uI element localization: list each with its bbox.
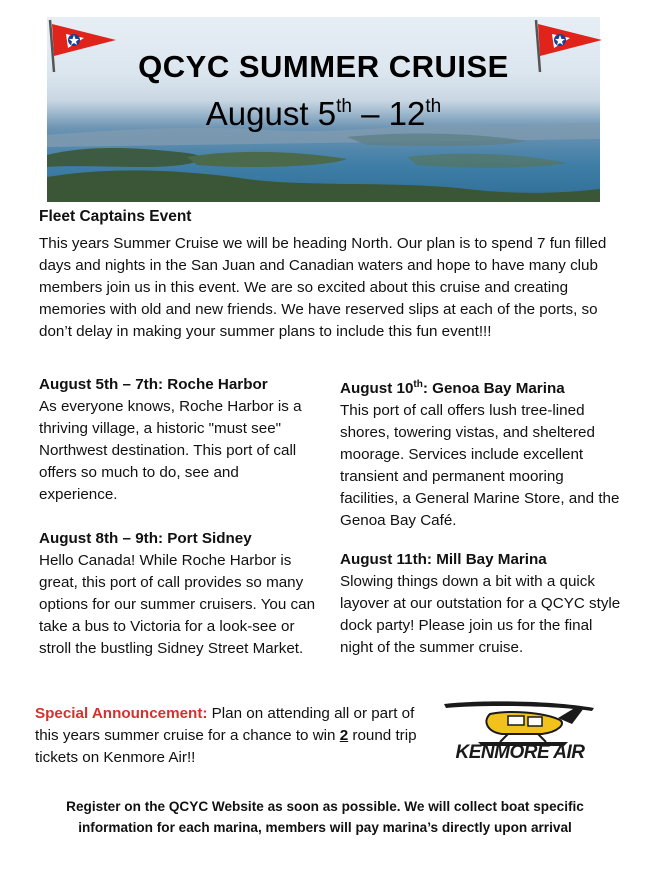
stop-heading: August 5th – 7th: Roche Harbor (39, 376, 268, 393)
section-title: Fleet Captains Event (39, 208, 192, 225)
burgee-flag-icon (530, 18, 608, 74)
stop-heading: August 10th: Genoa Bay Marina (340, 379, 565, 397)
announcement-label: Special Announcement: (35, 705, 208, 722)
ticket-count: 2 (339, 727, 349, 744)
stop-description: Hello Canada! While Roche Harbor is great, this port of call provides so many options for our summer cruisers. You can take a bus to Victoria for a look-see or stroll the bustling Sidney Street Market. (39, 552, 316, 657)
cruise-dates: August 5th – 12th (205, 95, 442, 132)
page-title: QCYC SUMMER CRUISE (138, 49, 509, 84)
stop-port-sidney (39, 528, 319, 660)
kenmore-air-logo: KENMORE AIR (455, 742, 585, 763)
stop-description: Slowing things down a bit with a quick layover at our outstation for a QCYC style dock party! Please join us for the final night of the summer cruise. (340, 573, 621, 656)
stop-description: As everyone knows, Roche Harbor is a thriving village, a historic "must see" Northwest destination. This port of call offers so much to do, see and experience. (39, 398, 302, 503)
burgee-flag-icon (44, 18, 122, 74)
stop-mill-bay (340, 549, 625, 659)
registration-note: Register on the QCYC Website as soon as possible. We will collect boat specific information for each marina, members will pay marina’s directly upon arrival (66, 799, 584, 835)
stop-heading: August 11th: Mill Bay Marina (340, 551, 547, 568)
stop-roche-harbor (39, 374, 319, 506)
stop-genoa-bay (340, 374, 620, 532)
intro-paragraph: This years Summer Cruise we will be heading North. Our plan is to spend 7 fun filled days and nights in the San Juan and Canadian waters and hope to have many club members join us in this event. We are so excited about this cruise and creating memories with old and new friends. We have reserved slips at each of the ports, so don’t delay in making your summer plans to include this fun event!!! (39, 235, 607, 340)
stop-heading: August 8th – 9th: Port Sidney (39, 530, 252, 547)
header-banner (47, 17, 600, 202)
special-announcement: Special Announcement: Plan on attending all or part of this years summer cruise for a chance to win 2 round trip tickets on Kenmore Air!! (35, 705, 417, 766)
stop-description: This port of call offers lush tree-lined shores, towering vistas, and sheltered moorage. Services include excellent transient and permanent mooring facilities, a General Marine Store, and the Genoa Bay Café. (340, 402, 620, 529)
